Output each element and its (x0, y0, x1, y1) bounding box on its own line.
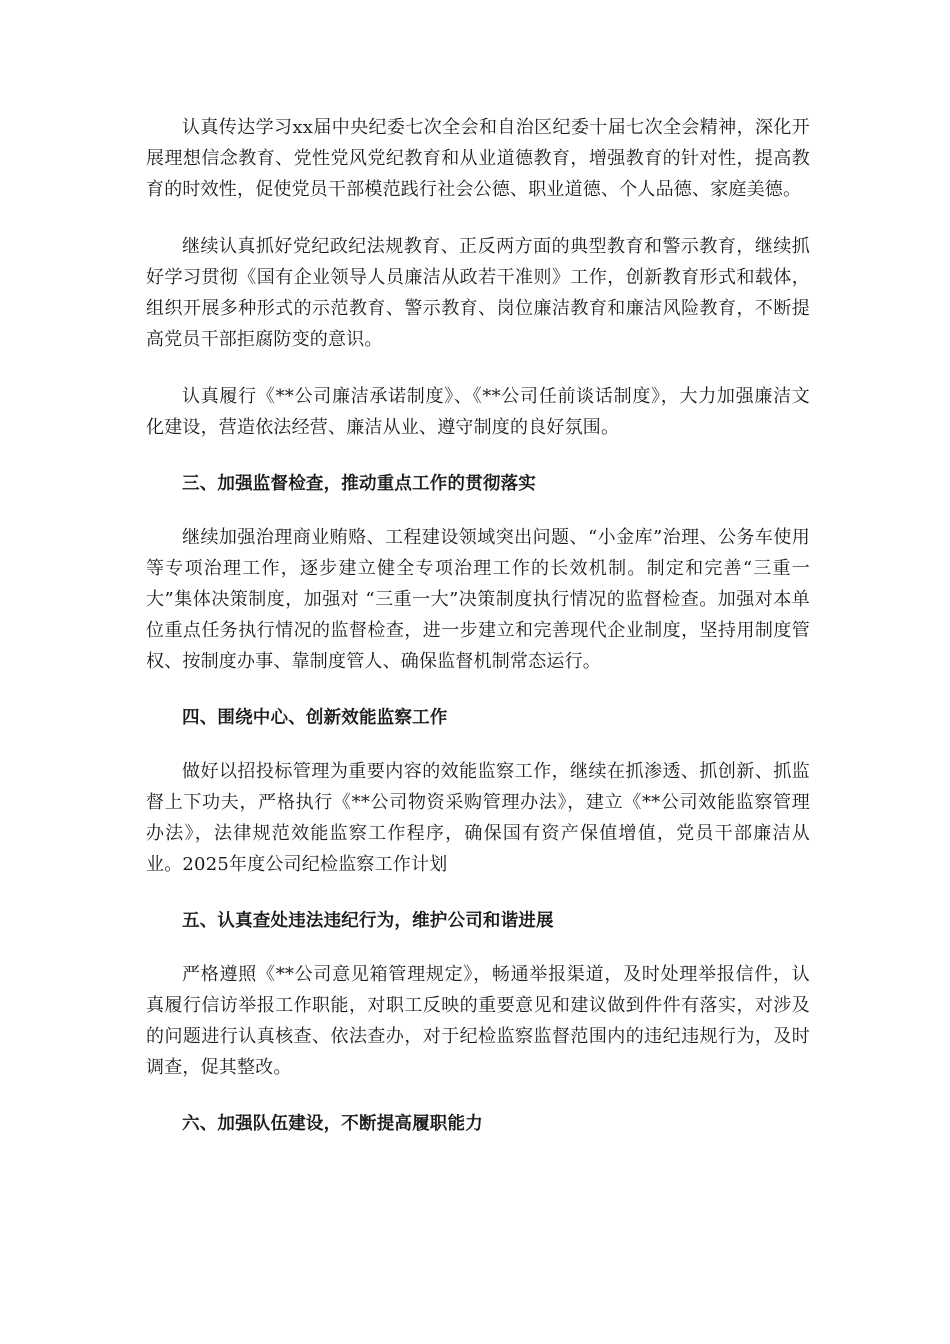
section-heading-6: 六、加强队伍建设，不断提高履职能力 (182, 1114, 483, 1134)
paragraph-supervision: 继续加强治理商业贿赂、工程建设领域突出问题、“小金库”治理、公务车使用等专项治理工作，逐步建立健全专项治理工作的长效机制。制定和完善“三重一大”集体决策制度，加强对 “三重一大”决策制度执行情况的监督检查。加强对本单位重点任务执行情况的监督检查，进一步建立和完善现代企业制度，坚持用制度管权、按制度办事、靠制度管人、确保监督机制常态运行。 (146, 527, 810, 672)
paragraph-warning-education: 继续认真抓好党纪政纪法规教育、正反两方面的典型教育和警示教育，继续抓好学习贯彻《国有企业领导人员廉洁从政若干准则》工作，创新教育形式和载体，组织开展多种形式的示范教育、警示教育、岗位廉洁教育和廉洁风险教育，不断提高党员干部拒腐防变的意识。 (146, 236, 810, 350)
paragraph-education: 认真传达学习xx届中央纪委七次全会和自治区纪委十届七次全会精神，深化开展理想信念教育、党性党风党纪教育和从业道德教育，增强教育的针对性，提高教育的时效性，促使党员干部模范践行社会公德、职业道德、个人品德、家庭美德。 (146, 117, 810, 200)
paragraph-integrity-culture: 认真履行《**公司廉洁承诺制度》、《**公司任前谈话制度》，大力加强廉洁文化建设，营造依法经营、廉洁从业、遵守制度的良好氛围。 (146, 386, 810, 438)
paragraph-efficiency-supervision: 做好以招投标管理为重要内容的效能监察工作，继续在抓渗透、抓创新、抓监督上下功夫，严格执行《**公司物资采购管理办法》，建立《**公司效能监察管理办法》，法律规范效能监察工作程序，确保国有资产保值增值，党员干部廉洁从业。2025年度公司纪检监察工作计划 (146, 761, 810, 875)
section-heading-5: 五、认真查处违法违纪行为，维护公司和谐进展 (182, 911, 554, 931)
section-heading-4: 四、围绕中心、创新效能监察工作 (182, 708, 448, 728)
section-heading-3: 三、加强监督检查，推动重点工作的贯彻落实 (182, 474, 536, 494)
paragraph-violation-handling: 严格遵照《**公司意见箱管理规定》，畅通举报渠道，及时处理举报信件，认真履行信访举报工作职能，对职工反映的重要意见和建议做到件件有落实，对涉及的问题进行认真核查、依法查办，对于纪检监察监督范围内的违纪违规行为，及时调查，促其整改。 (146, 964, 810, 1078)
document-body (146, 112, 810, 1162)
